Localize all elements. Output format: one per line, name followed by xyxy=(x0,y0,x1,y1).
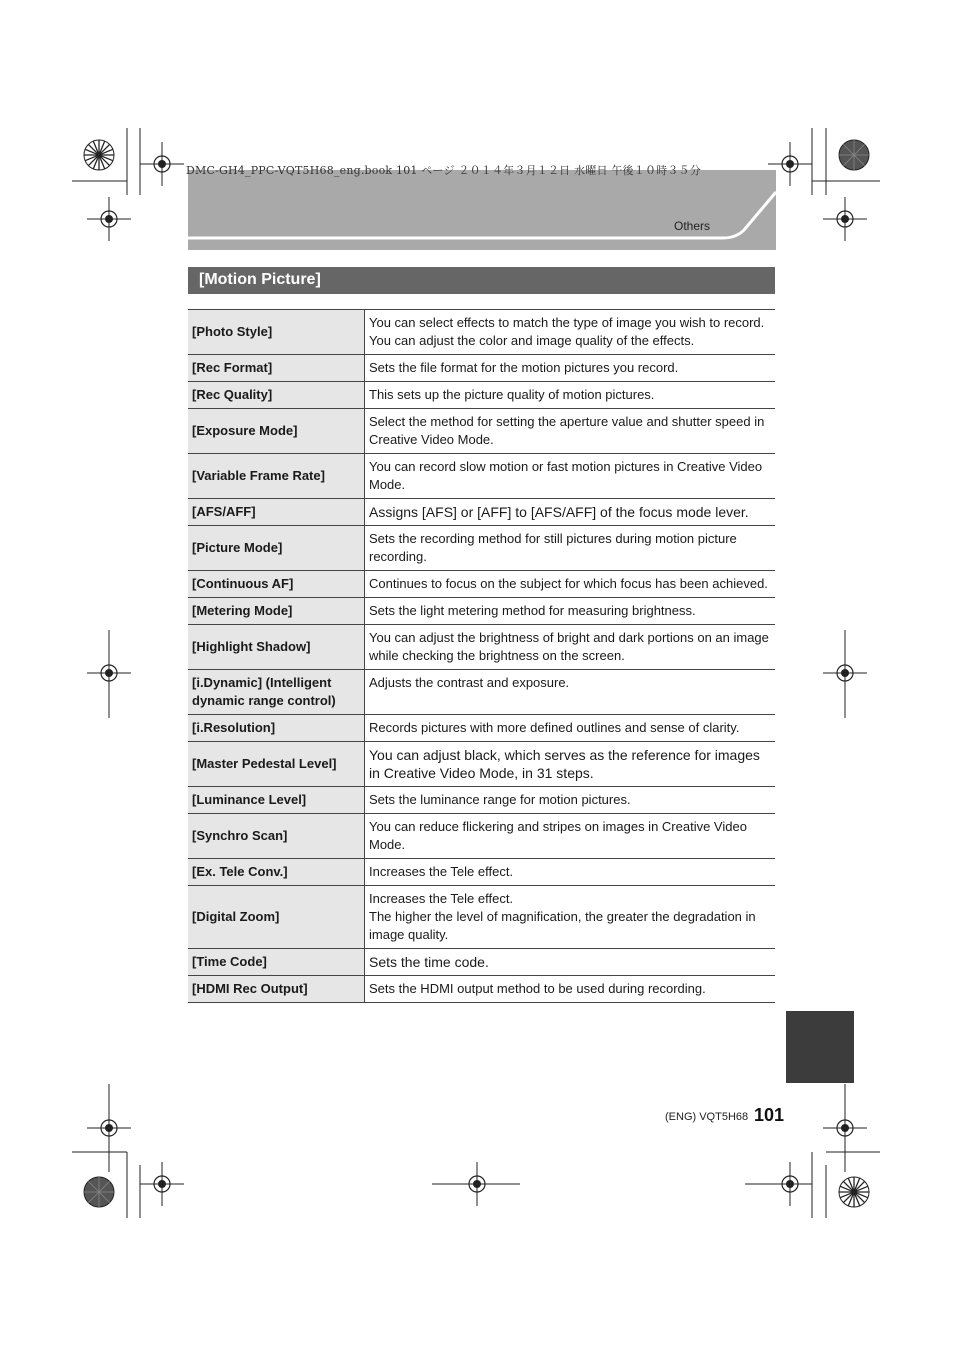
description-line: You can adjust the color and image quality of the effects. xyxy=(369,333,695,348)
description-line: You can record slow motion or fast motion pictures in Creative Video Mode. xyxy=(369,459,763,492)
description-line: The higher the level of magnification, the greater the degradation in image quality. xyxy=(369,909,756,942)
setting-description xyxy=(365,625,776,670)
setting-description xyxy=(365,742,776,787)
description-line: Select the method for setting the aperture value and shutter speed in Creative Video Mode. xyxy=(369,414,765,447)
setting-description xyxy=(365,787,776,814)
setting-name: [Continuous AF] xyxy=(188,571,365,598)
page-number: 101 xyxy=(754,1105,785,1125)
table-row xyxy=(188,715,775,742)
setting-name: [Luminance Level] xyxy=(188,787,365,814)
table-row xyxy=(188,526,775,571)
description-line: Sets the file format for the motion pictures you record. xyxy=(369,360,679,375)
table-row xyxy=(188,787,775,814)
description-line: You can reduce flickering and stripes on images in Creative Video Mode. xyxy=(369,819,747,852)
setting-name: [Synchro Scan] xyxy=(188,814,365,859)
settings-table xyxy=(188,309,775,1003)
description-line: Sets the light metering method for measuring brightness. xyxy=(369,603,696,618)
setting-description xyxy=(365,499,776,526)
setting-name: [i.Dynamic] (Intelligent dynamic range control) xyxy=(188,670,365,715)
setting-description xyxy=(365,310,776,355)
description-line: Assigns [AFS] or [AFF] to [AFS/AFF] of the focus mode lever. xyxy=(369,504,749,520)
setting-name: [Master Pedestal Level] xyxy=(188,742,365,787)
setting-name: [Variable Frame Rate] xyxy=(188,454,365,499)
table-row xyxy=(188,598,775,625)
description-line: You can select effects to match the type of image you wish to record. xyxy=(369,315,765,330)
description-line: Sets the time code. xyxy=(369,954,489,970)
description-line: Adjusts the contrast and exposure. xyxy=(369,675,570,690)
setting-name: [i.Resolution] xyxy=(188,715,365,742)
setting-name: [Picture Mode] xyxy=(188,526,365,571)
setting-description xyxy=(365,598,776,625)
table-row xyxy=(188,859,775,886)
description-line: Sets the luminance range for motion pictures. xyxy=(369,792,631,807)
description-line: Sets the HDMI output method to be used during recording. xyxy=(369,981,706,996)
setting-description xyxy=(365,355,776,382)
description-line: You can adjust the brightness of bright and dark portions on an image while checking the brightness on the screen. xyxy=(369,630,769,663)
table-row xyxy=(188,310,775,355)
description-line: You can adjust black, which serves as the reference for images in Creative Video Mode, in 31 steps. xyxy=(369,747,760,781)
setting-description xyxy=(365,886,776,949)
setting-name: [Rec Format] xyxy=(188,355,365,382)
description-line: Records pictures with more defined outlines and sense of clarity. xyxy=(369,720,740,735)
description-line: This sets up the picture quality of motion pictures. xyxy=(369,387,655,402)
setting-name: [Rec Quality] xyxy=(188,382,365,409)
setting-description xyxy=(365,526,776,571)
table-row xyxy=(188,499,775,526)
description-line: Increases the Tele effect. xyxy=(369,864,514,879)
table-row xyxy=(188,355,775,382)
description-line: Continues to focus on the subject for which focus has been achieved. xyxy=(369,576,768,591)
table-row xyxy=(188,382,775,409)
setting-description xyxy=(365,715,776,742)
setting-name: [Digital Zoom] xyxy=(188,886,365,949)
description-line: Increases the Tele effect. xyxy=(369,891,514,906)
setting-description xyxy=(365,976,776,1003)
table-row xyxy=(188,454,775,499)
table-row xyxy=(188,814,775,859)
table-row xyxy=(188,742,775,787)
setting-description xyxy=(365,571,776,598)
setting-name: [Highlight Shadow] xyxy=(188,625,365,670)
footer-code: (ENG) VQT5H68 xyxy=(665,1111,749,1123)
table-row xyxy=(188,409,775,454)
table-row xyxy=(188,886,775,949)
table-row xyxy=(188,976,775,1003)
setting-description xyxy=(365,859,776,886)
section-title: [Motion Picture] xyxy=(188,267,775,294)
table-row xyxy=(188,670,775,715)
chapter-side-tab xyxy=(786,1011,854,1083)
setting-description xyxy=(365,670,776,715)
book-info-line: DMC-GH4_PPC-VQT5H68_eng.book 101 ページ ２０１４年３月１２日 水曜日 午後１０時３５分 xyxy=(186,164,701,177)
setting-name: [AFS/AFF] xyxy=(188,499,365,526)
setting-name: [Ex. Tele Conv.] xyxy=(188,859,365,886)
setting-name: [Time Code] xyxy=(188,949,365,976)
setting-name: [Photo Style] xyxy=(188,310,365,355)
table-row xyxy=(188,571,775,598)
table-row xyxy=(188,949,775,976)
header-band xyxy=(188,170,776,250)
setting-description xyxy=(365,409,776,454)
table-row xyxy=(188,625,775,670)
setting-name: [Exposure Mode] xyxy=(188,409,365,454)
setting-description xyxy=(365,814,776,859)
setting-description xyxy=(365,454,776,499)
setting-description xyxy=(365,382,776,409)
setting-name: [HDMI Rec Output] xyxy=(188,976,365,1003)
description-line: Sets the recording method for still pictures during motion picture recording. xyxy=(369,531,737,564)
setting-name: [Metering Mode] xyxy=(188,598,365,625)
section-label: Others xyxy=(674,219,711,233)
setting-description xyxy=(365,949,776,976)
